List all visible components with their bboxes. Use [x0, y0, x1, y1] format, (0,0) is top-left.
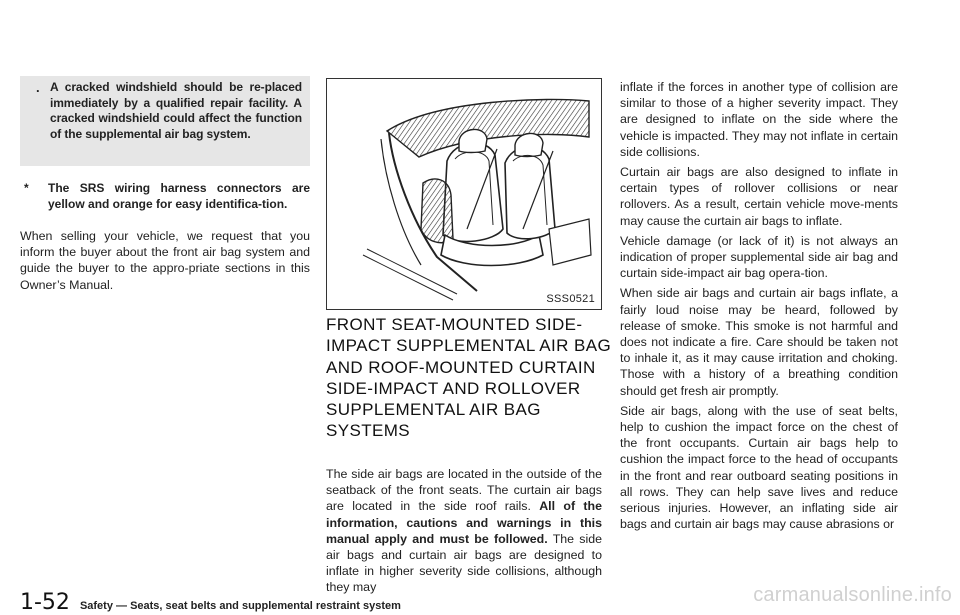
seat-airbag-drawing: [327, 79, 601, 309]
page-number: 1-52: [20, 590, 70, 615]
warning-text: A cracked windshield should be re-placed immediately by a qualified repair facility. A cracked windshield could affect the function of the supplemental air bag system.: [50, 80, 302, 141]
paragraph: Curtain air bags are also designed to inflate in certain types of rollover collisions or near rollovers. As a result, certain vehicle move-ments may cause the curtain air bags to inflate.: [620, 165, 898, 228]
section-heading: FRONT SEAT-MOUNTED SIDE-IMPACT SUPPLEMENTAL AIR BAG AND ROOF-MOUNTED CURTAIN SIDE-IMPACT AND ROLLOVER SUPPLEMENTAL AIR BAG SYSTEMS: [326, 315, 612, 441]
note-marker: *: [24, 181, 29, 195]
warning-bullet: .: [36, 80, 40, 95]
paragraph: inflate if the forces in another type of collision are similar to those of a higher severity impact. They are designed to inflate on the side where the vehicle is impacted. They may not inflate in certain side collisions.: [620, 80, 898, 159]
selling-paragraph: When selling your vehicle, we request that you inform the buyer about the front air bag system and guide the buyer to the appro-priate sections in this Owner’s Manual.: [20, 229, 310, 292]
figure-code: SSS0521: [546, 293, 595, 305]
section-intro-bold: All of the information, cautions and warnings in this manual apply and must be followed.: [326, 499, 602, 546]
section-intro-text-a: The side air bags are located in the outside of the seatback of the front seats. The curtain air bags are located in the side roof rails.: [326, 467, 602, 514]
note-text: The SRS wiring harness connectors are yellow and orange for easy identifica-tion.: [48, 181, 310, 211]
warning-item: [36, 80, 302, 142]
paragraph: When side air bags and curtain air bags inflate, a fairly loud noise may be heard, followed by release of smoke. This smoke is not harmful and does not indicate a fire. Care should be taken not to inhale it, as it may cause irritation and choking. Those with a history of a breathing condition should get fresh air promptly.: [620, 286, 898, 398]
paragraph: Side air bags, along with the use of seat belts, help to cushion the impact force on the chest of the front occupants. Curtain air bags help to cushion the impact force to the head of occupants in the front and rear outboard seating positions in all rows. They can help save lives and reduce serious injuries. However, an inflating side air bags and curtain air bags may cause abrasions or: [620, 403, 898, 532]
paragraph: Vehicle damage (or lack of it) is not always an indication of proper supplemental side air bag and curtain side-impact air bag opera-tion.: [620, 233, 898, 281]
page-footer: [20, 590, 401, 615]
chapter-title: Safety — Seats, seat belts and supplemental restraint system: [79, 600, 401, 612]
watermark: carmanualsonline.info: [753, 584, 952, 606]
note-item: [20, 181, 310, 212]
seat-airbag-illustration: [326, 78, 602, 310]
section-intro: [326, 466, 602, 596]
section-intro-text-b: The side air bags and curtain air bags are designed to inflate in higher severity side collisions, although they may: [326, 531, 603, 595]
right-column: [620, 79, 898, 536]
